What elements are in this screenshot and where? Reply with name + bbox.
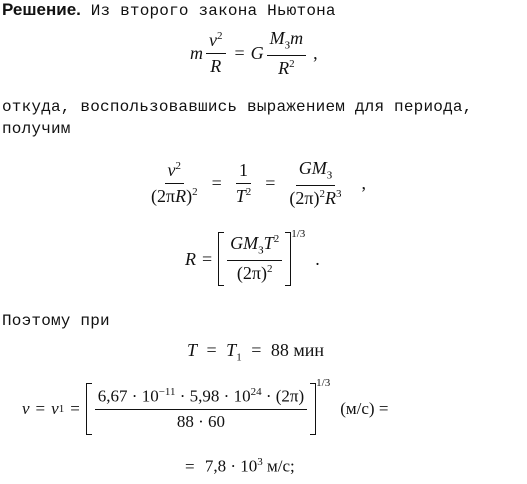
eq2-T: T (235, 186, 246, 207)
eq2-fraction-1 (148, 160, 201, 208)
eq5-num-b-exp: 24 (250, 385, 262, 398)
solution-label: Решение. (2, 0, 81, 19)
eq6-equals: = (185, 456, 195, 476)
eq2-equals-1: = (211, 173, 222, 194)
eq1-v: v (209, 29, 217, 50)
eq4-value: 88 мин (270, 340, 324, 360)
equation-period (145, 158, 366, 209)
eq5-equals: = (35, 399, 46, 418)
eq2-v-exp: 2 (175, 159, 182, 172)
eq1-comma: , (313, 43, 318, 64)
eq6-value: 7,8 · 10 (204, 456, 258, 476)
eq4-equals-1: = (206, 340, 217, 360)
eq5-fraction (95, 386, 307, 432)
eq3-2pi-exp: 2 (266, 263, 273, 276)
eq3-GM: GM (230, 233, 259, 254)
eq1-R2-exp: 2 (289, 57, 295, 70)
solution-intro: Из второго закона Ньютона (80, 2, 336, 20)
eq3-T-exp: 2 (273, 233, 280, 246)
eq3-right-bracket (285, 232, 291, 286)
eq2-2pi-exp: 2 (319, 187, 325, 200)
eq3-equals: = (202, 248, 213, 269)
eq6-unit: м/с; (262, 456, 295, 476)
eq3-period: . (315, 248, 320, 269)
eq1-v-exp: 2 (217, 29, 223, 42)
eq5-right-bracket (310, 383, 316, 435)
eq3-GM-sub: З (258, 244, 264, 257)
eq4-T1-sub: 1 (236, 351, 242, 364)
eq1-lhs-fraction (206, 30, 226, 78)
equation-newton (190, 28, 318, 79)
paragraph-line-2: получим (2, 120, 71, 138)
eq5-num-b: · 5,98 · 10 (175, 386, 251, 406)
eq1-equals: = (234, 43, 245, 64)
eq3-T: T (263, 233, 274, 254)
eq3-left-bracket (218, 232, 224, 286)
eq6-exp: 3 (257, 456, 263, 468)
eq3-R: R (185, 248, 196, 269)
equation-velocity (22, 377, 389, 435)
eq1-m2: m (290, 28, 304, 48)
eq3-fraction (227, 233, 282, 284)
eq2-T-exp: 2 (245, 186, 252, 199)
eq4-T1: T (226, 340, 237, 360)
eq1-M-sub: З (284, 39, 291, 52)
eq5-num-a: 6,67 · 10 (97, 386, 159, 406)
eq2-fraction-2 (233, 160, 255, 208)
eq2-fraction-3 (286, 158, 344, 209)
eq2-den-R: R (175, 186, 187, 207)
eq5-v1-sub: 1 (58, 403, 65, 415)
eq1-M: M (269, 28, 285, 48)
eq3-power: 1/3 (291, 228, 306, 240)
eq1-R2: R (278, 57, 290, 78)
eq2-R3: R (325, 187, 336, 208)
eq2-v: v (167, 159, 176, 180)
eq1-m: m (190, 43, 203, 64)
solution-heading (2, 0, 336, 20)
equation-period-value (187, 340, 324, 364)
eq4-equals-2: = (251, 340, 262, 360)
eq4-T: T (187, 340, 198, 360)
eq5-unit: (м/с) = (340, 399, 389, 418)
equation-result (185, 456, 295, 477)
eq5-power: 1/3 (316, 377, 331, 389)
eq5-num-c: · (2π) (261, 386, 305, 406)
eq2-den-close: ) (186, 186, 193, 207)
eq1-rhs-fraction (267, 28, 307, 79)
eq5-v: v (22, 399, 30, 418)
eq2-den-open: (2π (151, 186, 176, 207)
eq2-one: 1 (236, 160, 251, 185)
eq2-R3-exp: 3 (336, 187, 342, 200)
equation-radius (185, 228, 320, 286)
eq5-num-a-exp: −11 (158, 385, 176, 398)
eq2-equals-2: = (265, 173, 276, 194)
eq5-den: 88 · 60 (176, 411, 226, 431)
paragraph-line-1: откуда, воспользовавшись выражением для периода, (2, 98, 473, 116)
eq2-GM: GM (298, 158, 327, 178)
eq1-R: R (210, 56, 222, 77)
eq2-comma: , (361, 173, 366, 194)
eq5-left-bracket (86, 383, 92, 435)
eq2-GM-sub: З (326, 169, 333, 182)
eq5-v1: v (51, 399, 59, 418)
eq2-den-exp: 2 (192, 186, 198, 199)
eq1-G: G (250, 43, 264, 64)
therefore-line: Поэтому при (2, 312, 110, 330)
eq3-2pi: (2π) (236, 263, 267, 284)
eq2-2pi: (2π) (289, 187, 320, 208)
eq5-equals-2: = (70, 399, 80, 418)
